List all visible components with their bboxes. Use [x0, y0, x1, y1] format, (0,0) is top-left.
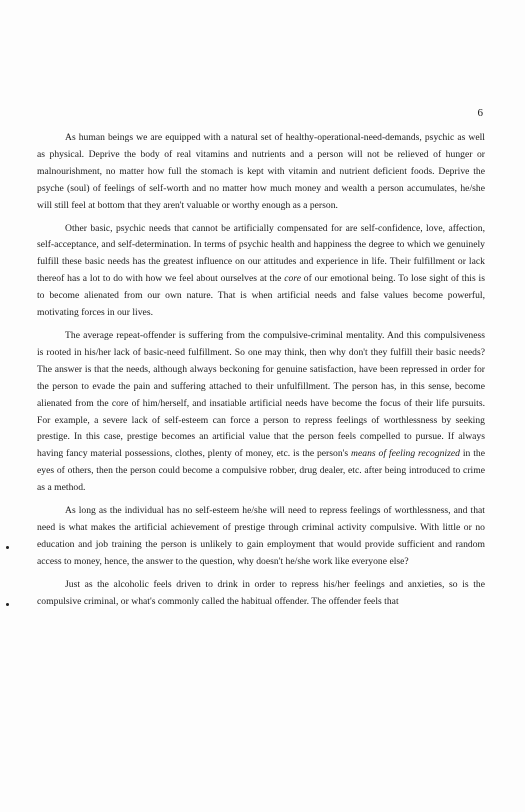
paragraph-4: As long as the individual has no self-esteem he/she will need to repress feelings of worthlessness, and that need is what makes the artificial achievement of prestige through criminal activity compulsive. With little or no education and job training the person is unlikely to gain employment that would provide sufficient and random access to money, hence, the answer to the question, why doesn't he/she work like everyone else? [37, 505, 485, 567]
margin-mark-2 [6, 603, 9, 606]
paragraph-3 [37, 328, 485, 497]
paragraph-3-emphasis: means of feeling recognized [351, 448, 460, 460]
paragraph-3-text-after: in the eyes of others, then the person could become a compulsive robber, drug dealer, etc. after being introduced to crime as a method. [37, 448, 485, 494]
page-number: 6 [477, 107, 483, 119]
paragraph-3-text-before: The average repeat-offender is suffering from the compulsive-criminal mentality. And this compulsiveness is rooted in his/her lack of basic-need fulfillment. So one may think, then why don't they fulfill their basic needs? The answer is that the needs, although always beckoning for genuine satisfaction, have been repressed in order for the person to evade the pain and suffering attached to their unfulfillment. The person has, in this sense, become alienated from the core of him/herself, and insatiable artificial needs have become the focus of their life pursuits. For example, a severe lack of self-esteem can force a person to repress feelings of worthlessness by seeking prestige. In this case, prestige becomes an artificial value that the person feels compelled to pursue. If always having fancy material possessions, clothes, plenty of money, etc. is the person's [37, 329, 485, 460]
paragraph-5: Just as the alcoholic feels driven to drink in order to repress his/her feelings and anxieties, so is the compulsive criminal, or what's commonly called the habitual offender. The offender feels that [37, 578, 485, 607]
margin-mark-1 [6, 546, 9, 549]
paragraph-2 [37, 221, 485, 322]
paragraph-1: As human beings we are equipped with a natural set of healthy-operational-need-demands, psychic as well as physical. Deprive the body of real vitamins and nutrients and a person will not be relieved of hunger or malnourishment, no matter how full the stomach is kept with vitamin and nutrient deficient foods. Deprive the psyche (soul) of feelings of self-worth and no matter how much money and wealth a person accumulates, he/she will still feel at bottom that they aren't valuable or worthy enough as a person. [37, 132, 485, 211]
paragraph-2-emphasis: core [284, 273, 301, 285]
paragraph-2-text-before: Other basic, psychic needs that cannot be artificially compensated for are self-confidence, love, affection, self-acceptance, and self-determination. In terms of psychic health and happiness the degree to which we genuinely fulfill these basic needs has the greatest influence on our attitudes and experience in life. Their fulfillment or lack thereof has a lot to do with how we feel about ourselves at the [37, 222, 485, 285]
body-text [37, 130, 485, 616]
paragraph-2-text-after: of our emotional being. To lose sight of this is to become alienated from our own nature. That is when artificial needs and false values become powerful, motivating forces in our lives. [37, 273, 485, 319]
